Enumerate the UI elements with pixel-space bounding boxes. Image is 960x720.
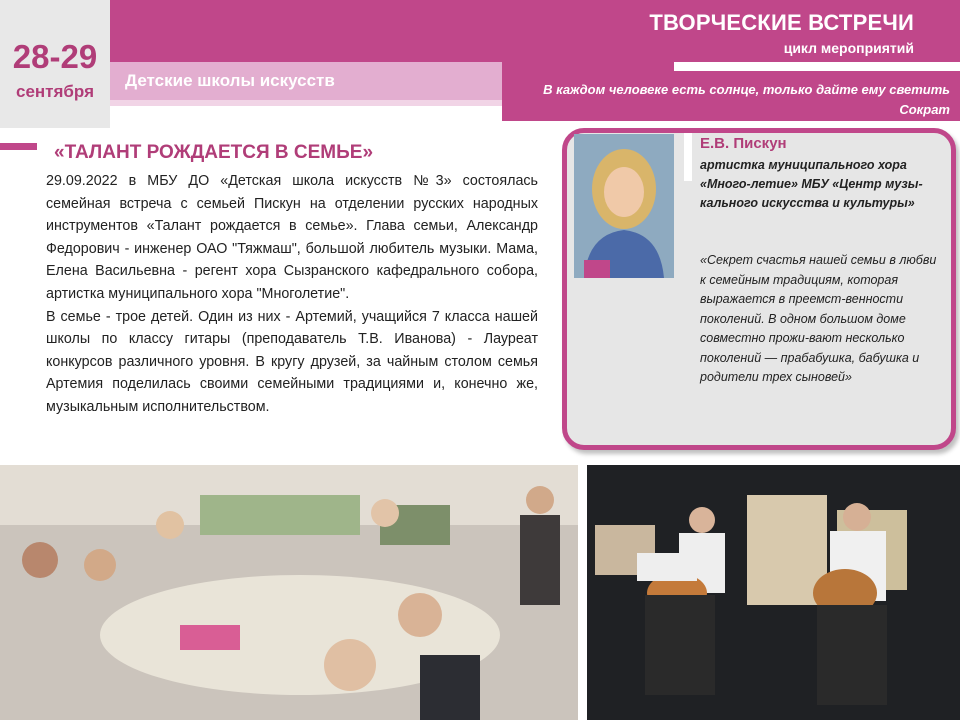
event-month: сентября	[15, 82, 94, 101]
title-accent-bar	[0, 143, 37, 150]
epigraph-author: Сократ	[899, 102, 950, 117]
article-paragraph: 29.09.2022 в МБУ ДО «Детская школа искусств №3» состоялась семейная встреча с семьей Пискун на отделении русских народных инструментов «Талант рождается в семье». Глава семьи, Александр Федорович - инженер ОАО "Тяжмаш", большой любитель музыки. Мама, Елена Васильевна - регент хора Сызранского кафедрального собора, артистка муниципального хора "Многолетие".	[46, 173, 538, 302]
section-banner	[110, 62, 502, 100]
article-paragraph: В семье - трое детей. Один из них - Артемий, учащийся 7 класса нашей школы по классу гитары (преподаватель Т.В. Иванова) - Лауреат конкурсов различного уровня. В кругу друзей, за чайным столом семья Артемия поделилась своими семейными традициями и, конечно же, музыкальным исполнительством.	[46, 308, 538, 415]
portrait-photo	[574, 134, 674, 278]
article-title: «ТАЛАНТ РОЖДАЕТСЯ В СЕМЬЕ»	[54, 142, 374, 163]
profile-role: артистка муниципального хора «Много-летие» МБУ «Центр музы-кального искусства и культуры»	[700, 158, 923, 210]
decorative-line	[502, 62, 674, 71]
section-title: Детские школы искусств	[125, 71, 335, 90]
card-divider	[684, 133, 692, 181]
tea-party-photo	[0, 465, 578, 720]
epigraph	[543, 80, 950, 120]
page-title: ТВОРЧЕСКИЕ ВСТРЕЧИ	[649, 10, 914, 35]
epigraph-text: В каждом человеке есть солнце, только дайте ему светить	[543, 82, 950, 97]
profile-name: Е.В. Пискун	[700, 135, 787, 152]
event-days: 28-29	[12, 38, 98, 75]
article-body	[46, 170, 538, 419]
header-banner	[110, 0, 960, 62]
date-block	[0, 0, 110, 128]
profile-quote: «Секрет счастья нашей семьи в любви к семейным традициям, которая выражается в преемст-венности поколений. В одном большом доме совместно прожи-вают несколько поколений — прабабушка, бабушка и родители трех сыновей»	[700, 253, 937, 384]
epigraph-box	[502, 71, 960, 121]
guitar-performance-photo	[587, 465, 960, 720]
page-subtitle: цикл мероприятий	[783, 40, 914, 56]
decorative-strip	[110, 100, 502, 106]
